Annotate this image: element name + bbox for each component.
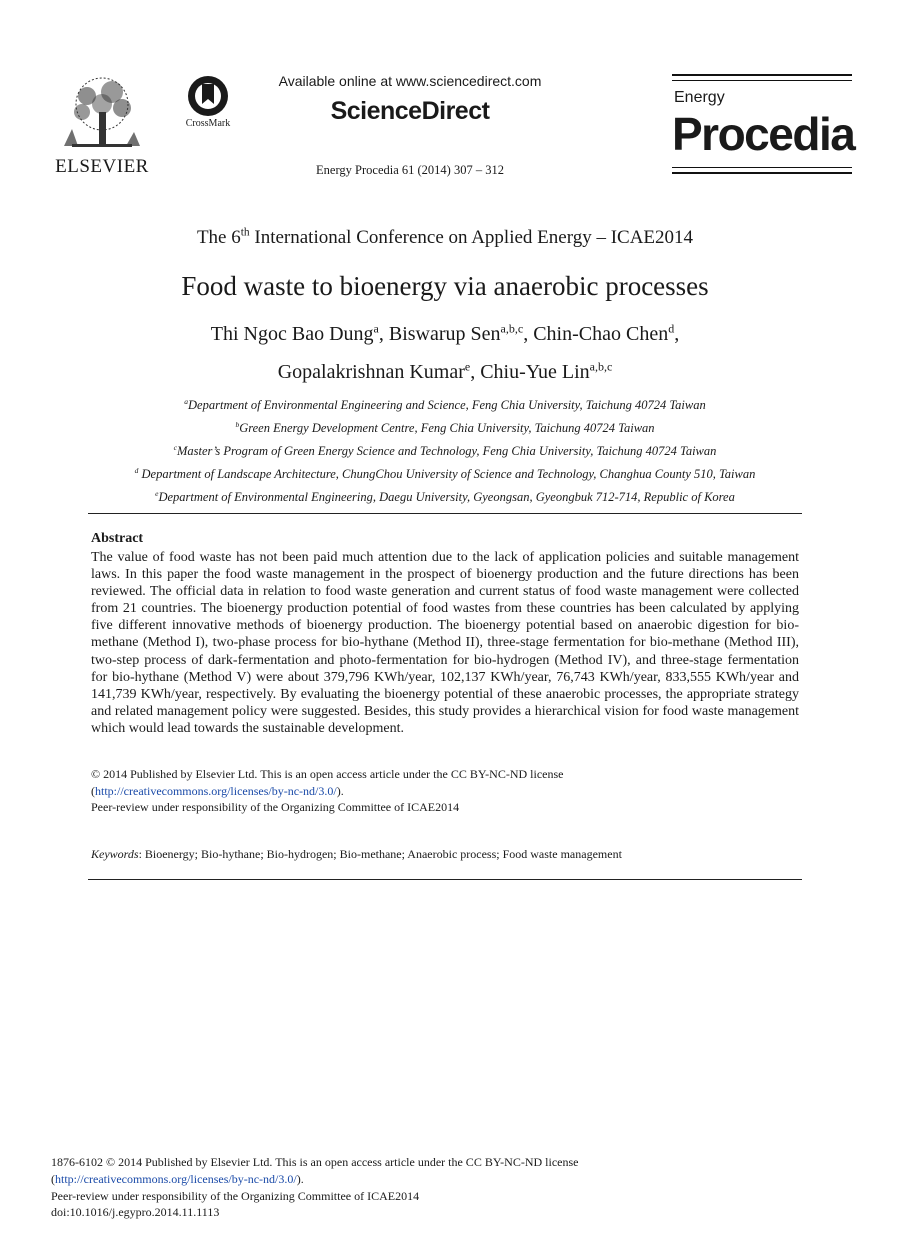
logo-energy-text: Energy <box>674 89 725 106</box>
footer-peer-review: Peer-review under responsibility of the Organizing Committee of ICAE2014 <box>51 1188 420 1203</box>
author-name[interactable]: Biswarup Sen <box>388 323 501 345</box>
conference-line: The 6th International Conference on Applied Energy – ICAE2014 <box>196 226 694 248</box>
affiliation-b: $^b$Green Energy Development Centre, Feng Chia University, Taichung 40724 Taiwan <box>235 419 655 435</box>
author-name[interactable]: Chiu-Yue Lin <box>480 361 590 383</box>
elsevier-tree-icon <box>52 74 152 154</box>
divider-bottom <box>88 879 802 880</box>
author-name[interactable]: Gopalakrishnan Kumar <box>277 361 465 383</box>
author-name[interactable]: Thi Ngoc Bao Dung <box>210 323 374 345</box>
license-line: © 2014 Published by Elsevier Ltd. This is an open access article under the CC BY-NC-ND license <box>91 767 564 781</box>
keywords-label: Keywords <box>91 847 139 861</box>
journal-reference: Energy Procedia 61 (2014) 307 – 312 <box>316 163 504 177</box>
crossmark-label: CrossMark <box>185 118 231 129</box>
sciencedirect-wordmark[interactable]: ScienceDirect <box>330 97 490 125</box>
logo-rule-top-thin <box>672 80 852 81</box>
abstract-heading: Abstract <box>91 531 144 546</box>
logo-procedia-text: Procedia <box>672 108 855 160</box>
paper-title: Food waste to bioenergy via anaerobic processes <box>181 271 709 301</box>
elsevier-wordmark: ELSEVIER <box>55 156 149 177</box>
affiliation-e: $^e$Department of Environmental Engineering, Daegu University, Gyeongsan, Gyeongbuk 712-714, Republic of Korea <box>155 488 735 504</box>
crossmark-icon <box>178 74 238 118</box>
affiliation-c: $^c$Master’s Program of Green Energy Science and Technology, Feng Chia University, Taichung 40724 Taiwan <box>173 442 717 458</box>
available-online-text: Available online at www.sciencedirect.com <box>278 73 542 89</box>
energy-procedia-logo <box>672 74 855 178</box>
divider-top <box>88 513 802 514</box>
author-name[interactable]: Chin-Chao Chen <box>533 323 669 345</box>
author-list-line-2: Gopalakrishnan Kumar$^e$, Chiu-Yue Lin$^{a,b,c}$ <box>277 359 613 383</box>
logo-rule-bottom-thin <box>672 167 852 168</box>
elsevier-logo <box>52 74 152 178</box>
author-list-line-1: Thi Ngoc Bao Dung$^a$, Biswarup Sen$^{a,b,c}$, Chin-Chao Chen$^d$, <box>210 321 680 345</box>
footer-url-line: (http://creativecommons.org/licenses/by-nc-nd/3.0/). <box>51 1171 304 1186</box>
footer-doi[interactable]: doi:10.1016/j.egypro.2014.11.1113 <box>51 1205 220 1220</box>
license-block <box>91 766 799 816</box>
logo-rule-bottom <box>672 172 852 174</box>
peer-review-line: Peer-review under responsibility of the Organizing Committee of ICAE2014 <box>91 800 460 814</box>
footer-license-link[interactable]: http://creativecommons.org/licenses/by-nc-nd/3.0/ <box>55 1171 297 1186</box>
keywords-line <box>91 847 799 862</box>
affiliation-d: $^d$ Department of Landscape Architecture, ChungChou University of Science and Technology, Changhua County 510, Taiwan <box>134 465 756 481</box>
crossmark-badge[interactable] <box>178 74 238 134</box>
keywords-text: : Bioenergy; Bio-hythane; Bio-hydrogen; Bio-methane; Anaerobic process; Food waste management <box>138 847 622 861</box>
affiliation-a: $^a$Department of Environmental Engineering and Science, Feng Chia University, Taichung 40724 Taiwan <box>184 396 706 412</box>
license-link[interactable]: http://creativecommons.org/licenses/by-nc-nd/3.0/ <box>95 783 337 798</box>
license-url-line: (http://creativecommons.org/licenses/by-nc-nd/3.0/). <box>91 783 344 798</box>
abstract-body: The value of food waste has not been paid much attention due to the lack of application policies and suitable management laws. In this paper the food waste management in the prospect of bioenergy production and the future directions has been reviewed. The official data in relation to food waste generation and current status of food waste management were collected from 21 countries. The bioenergy production potential of food wastes from these countries has been calculated by applying five different innovative methods of bioenergy production. The bioenergy potential based on anaerobic digestion for bio-methane (Method I), two-phase process for bio-hythane (Method II), three-stage fermentation for bio-methane (Method III), two-step process of dark-fermentation and photo-fermentation for bio-hydrogen (Method IV), and three-stage fermentation for bio-hythane (Method V) were about 379,796 KWh/year, 102,137 KWh/year, 76,743 KWh/year, 833,555 KWh/year and 141,739 KWh/year, respectively. By evaluating the bioenergy potential of these anaerobic processes, the appropriate strategy and related management policy were suggested. Besides, this study provides a hierarchical vision for food waste management which would lead towards the sustainable development. <box>91 550 799 736</box>
logo-rule-top <box>672 74 852 76</box>
page-footer <box>51 1154 851 1221</box>
footer-issn-line: 1876-6102 © 2014 Published by Elsevier Ltd. This is an open access article under the CC BY-NC-ND license <box>51 1155 579 1169</box>
